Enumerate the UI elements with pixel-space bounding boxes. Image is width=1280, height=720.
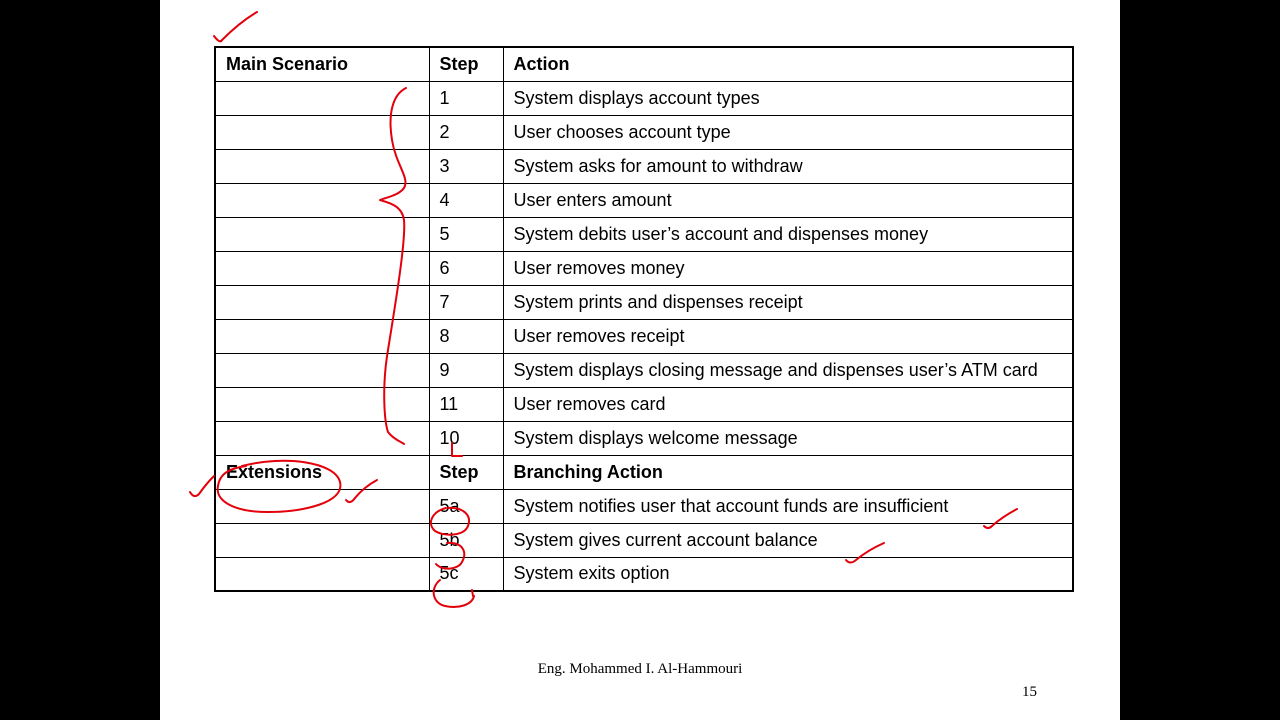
- extensions-header-row: [215, 455, 1073, 489]
- scenario-cell: [215, 523, 429, 557]
- step-cell: 8: [429, 319, 503, 353]
- scenario-cell: [215, 149, 429, 183]
- table-row: [215, 285, 1073, 319]
- step-cell: 4: [429, 183, 503, 217]
- table-row: [215, 319, 1073, 353]
- step-cell: 11: [429, 387, 503, 421]
- action-cell: User removes money: [503, 251, 1073, 285]
- action-cell: System displays closing message and dispenses user’s ATM card: [503, 353, 1073, 387]
- table-row: [215, 217, 1073, 251]
- step-cell: 2: [429, 115, 503, 149]
- table-row: [215, 251, 1073, 285]
- action-cell: System gives current account balance: [503, 523, 1073, 557]
- action-cell: System asks for amount to withdraw: [503, 149, 1073, 183]
- scenario-cell: [215, 421, 429, 455]
- scenario-cell: [215, 353, 429, 387]
- table-row: [215, 183, 1073, 217]
- header-step: Step: [429, 455, 503, 489]
- scenario-cell: [215, 489, 429, 523]
- scenario-cell: [215, 217, 429, 251]
- action-cell: User chooses account type: [503, 115, 1073, 149]
- action-cell: User removes receipt: [503, 319, 1073, 353]
- main-header-row: [215, 47, 1073, 81]
- step-cell: 5b: [429, 523, 503, 557]
- table-row: [215, 557, 1073, 591]
- scenario-cell: [215, 319, 429, 353]
- table-row: [215, 523, 1073, 557]
- action-cell: System notifies user that account funds are insufficient: [503, 489, 1073, 523]
- table-row: [215, 115, 1073, 149]
- header-branching-action: Branching Action: [503, 455, 1073, 489]
- table-row: [215, 353, 1073, 387]
- action-cell: User enters amount: [503, 183, 1073, 217]
- step-cell: 7: [429, 285, 503, 319]
- scenario-cell: [215, 285, 429, 319]
- step-cell: 3: [429, 149, 503, 183]
- step-cell: 5a: [429, 489, 503, 523]
- use-case-table: [214, 46, 1074, 592]
- scenario-cell: [215, 81, 429, 115]
- slide: [160, 0, 1120, 720]
- header-extensions: Extensions: [215, 455, 429, 489]
- table-row: [215, 387, 1073, 421]
- step-cell: 1: [429, 81, 503, 115]
- scenario-cell: [215, 183, 429, 217]
- table-row: [215, 81, 1073, 115]
- table-row: [215, 421, 1073, 455]
- step-cell: 5c: [429, 557, 503, 591]
- scenario-cell: [215, 251, 429, 285]
- table-row: [215, 489, 1073, 523]
- step-cell: 10: [429, 421, 503, 455]
- header-step: Step: [429, 47, 503, 81]
- action-cell: System debits user’s account and dispenses money: [503, 217, 1073, 251]
- step-cell: 6: [429, 251, 503, 285]
- table-row: [215, 149, 1073, 183]
- header-main-scenario: Main Scenario: [215, 47, 429, 81]
- step-cell: 5: [429, 217, 503, 251]
- step-cell: 9: [429, 353, 503, 387]
- scenario-cell: [215, 387, 429, 421]
- action-cell: User removes card: [503, 387, 1073, 421]
- action-cell: System exits option: [503, 557, 1073, 591]
- header-action: Action: [503, 47, 1073, 81]
- action-cell: System displays welcome message: [503, 421, 1073, 455]
- page-number: 15: [1022, 684, 1037, 700]
- scenario-cell: [215, 557, 429, 591]
- footer-author: Eng. Mohammed I. Al-Hammouri: [537, 661, 743, 677]
- action-cell: System prints and dispenses receipt: [503, 285, 1073, 319]
- scenario-cell: [215, 115, 429, 149]
- action-cell: System displays account types: [503, 81, 1073, 115]
